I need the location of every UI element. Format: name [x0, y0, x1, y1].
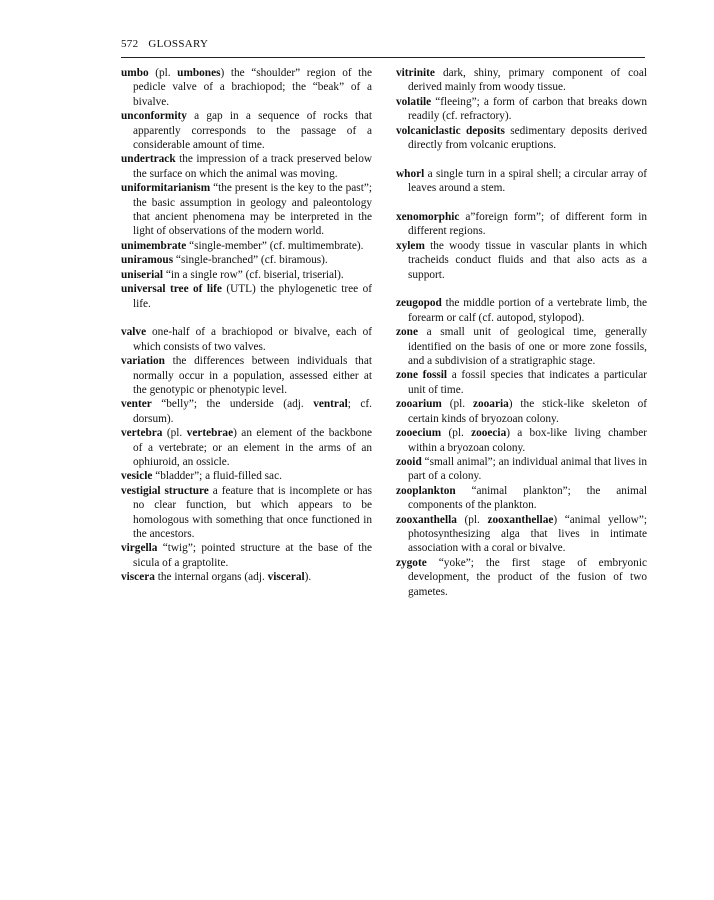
glossary-entry [121, 541, 372, 570]
glossary-term: xylem [396, 239, 425, 252]
glossary-definition-text: a single turn in a spiral shell; a circular array of leaves around a stem. [408, 167, 647, 195]
glossary-definition-text: “twig”; pointed structure at the base of the sicula of a graptolite. [133, 542, 372, 569]
glossary-term: venter [121, 398, 152, 411]
glossary-term: zooxanthella [396, 513, 457, 526]
glossary-definition-text: sedimentary deposits derived directly from volcanic eruptions. [408, 124, 647, 152]
glossary-entry [396, 95, 647, 124]
glossary-definition-text: (pl. [441, 427, 472, 440]
glossary-term-variant: zooecia [471, 427, 507, 440]
glossary-term-variant: zooxanthellae [487, 513, 554, 526]
glossary-entry [121, 66, 372, 109]
glossary-definition-text: “bladder”; a fluid-filled sac. [152, 470, 282, 483]
right-column [396, 66, 647, 599]
glossary-entry [121, 282, 372, 311]
glossary-term: zooid [396, 455, 422, 468]
glossary-term: whorl [396, 167, 425, 180]
glossary-definition-text: (pl. [148, 67, 178, 79]
glossary-term: uniformitarianism [121, 182, 211, 195]
glossary-entry [396, 426, 647, 455]
glossary-definition-text: the impression of a track preserved below the surface on which the animal was moving. [133, 153, 372, 180]
glossary-entry [121, 152, 372, 181]
glossary-entry [121, 570, 372, 584]
glossary-entry [396, 296, 647, 325]
glossary-term: xenomorphic [396, 211, 460, 224]
glossary-entry [396, 397, 647, 426]
glossary-definition-text: “fleeing”; a form of carbon that breaks down readily (cf. refractory). [408, 95, 647, 123]
glossary-entry [121, 181, 372, 239]
glossary-term: zooplankton [396, 484, 456, 497]
glossary-definition-text: “small animal”; an individual animal that lives in part of a colony. [408, 455, 647, 483]
glossary-term: volatile [396, 95, 432, 108]
letter-section-gap [396, 152, 647, 166]
glossary-entry [121, 397, 372, 426]
glossary-term: vertebra [121, 427, 163, 440]
glossary-term-variant: umbones [177, 67, 221, 79]
glossary-entry [121, 484, 372, 542]
glossary-entry [396, 484, 647, 513]
glossary-term: undertrack [121, 153, 176, 166]
glossary-term-variant: vertebrae [186, 427, 234, 440]
glossary-term: zooecium [396, 427, 442, 440]
glossary-entry [396, 124, 647, 153]
glossary-definition-text: “animal plankton”; the animal components of the plankton. [408, 484, 647, 512]
glossary-entry [396, 66, 647, 95]
glossary-term: variation [121, 355, 165, 368]
glossary-term: vitrinite [396, 67, 435, 79]
glossary-term-variant: zooaria [472, 398, 509, 411]
glossary-definition-text: (pl. [441, 398, 473, 411]
glossary-definition-text: a gap in a sequence of rocks that apparently corresponds to the passage of a considerable amount of time. [133, 110, 372, 152]
glossary-definition-text: the middle portion of a vertebrate limb, the forearm or calf (cf. autopod, stylopod). [408, 297, 647, 324]
glossary-entry [121, 426, 372, 469]
glossary-term-variant: visceral [267, 571, 305, 584]
glossary-definition-text: “in a single row” (cf. biserial, triserial). [163, 268, 344, 281]
glossary-definition-text: the woody tissue in vascular plants in which tracheids conduct fluids and that also acts as a support. [408, 239, 647, 281]
glossary-entry [121, 268, 372, 282]
glossary-term: valve [121, 326, 147, 339]
glossary-definition-text: “single-member” (cf. multimembrate). [186, 239, 364, 252]
left-column [121, 66, 372, 585]
glossary-term: zone [396, 326, 418, 339]
page-header [121, 38, 218, 50]
glossary-entry [121, 469, 372, 483]
glossary-definition-text: the differences between individuals that normally occur in a population, assessed either at the genotypic or phenotypic level. [133, 355, 372, 396]
glossary-entry [396, 513, 647, 556]
glossary-term: zone fossil [396, 369, 448, 382]
glossary-entry [121, 354, 372, 397]
glossary-term: virgella [121, 542, 158, 555]
glossary-entry [121, 325, 372, 354]
glossary-term: umbo [121, 67, 149, 79]
glossary-definition-text: a fossil species that indicates a particular unit of time. [408, 369, 647, 396]
glossary-entry [396, 239, 647, 282]
glossary-term: uniserial [121, 268, 164, 281]
glossary-definition-text: (pl. [162, 427, 187, 440]
glossary-entry [396, 167, 647, 196]
glossary-entry [396, 455, 647, 484]
glossary-term: zygote [396, 556, 427, 569]
glossary-entry [121, 253, 372, 267]
glossary-definition-text: “the present is the key to the past”; the basic assumption in geology and paleontology that ancient phenomena may be interpreted in the light of observations of the modern world. [133, 182, 372, 238]
glossary-term: unconformity [121, 110, 187, 123]
glossary-definition-text: ). [304, 571, 312, 584]
glossary-definition-text: ) an element of the backbone of a vertebrate; or an element in the arms of an ophiuroid, an ossicle. [133, 427, 372, 468]
glossary-entry [121, 239, 372, 253]
glossary-definition-text: a feature that is incomplete or has no clear function, but which appears to be homologous with something that once functioned in the ancestors. [133, 484, 372, 540]
glossary-entry [396, 210, 647, 239]
page-number: 572 [121, 38, 139, 50]
glossary-definition-text: “belly”; the underside (adj. [151, 398, 314, 411]
glossary-definition-text: ) the stick-like skeleton of certain kinds of bryozoan colony. [408, 398, 647, 425]
letter-section-gap [121, 311, 372, 325]
glossary-definition-text: (pl. [456, 513, 488, 526]
header-rule [121, 57, 645, 58]
glossary-definition-text: a small unit of geological time, generally identified on the basis of one or more zone fossils, and a subdivision of a stratigraphic stage. [408, 326, 647, 368]
glossary-definition-text: a”foreign form”; of different form in different regions. [408, 211, 647, 238]
glossary-definition-text: ) the “shoulder” region of the pedicle valve of a brachiopod; the “beak” of a bivalve. [133, 67, 372, 108]
glossary-entry [121, 109, 372, 152]
glossary-definition-text: ) “animal yellow”; photosynthesizing alga that lives in intimate association with a coral or bivalve. [408, 513, 647, 555]
glossary-term: vestigial structure [121, 484, 209, 497]
glossary-term: unimembrate [121, 239, 187, 252]
glossary-term: viscera [121, 571, 155, 584]
glossary-term: zeugopod [396, 297, 442, 310]
glossary-term: universal tree of life [121, 283, 222, 296]
glossary-entry [396, 556, 647, 599]
glossary-definition-text: “single-branched” (cf. biramous). [173, 254, 328, 267]
glossary-term: zooarium [396, 398, 442, 411]
glossary-definition-text: one-half of a brachiopod or bivalve, each of which consists of two valves. [133, 326, 372, 353]
glossary-term: vesicle [121, 470, 153, 483]
glossary-entry [396, 325, 647, 368]
glossary-definition-text: “yoke”; the first stage of embryonic development, the product of the fusion of two gametes. [408, 556, 647, 598]
section-title: GLOSSARY [148, 38, 209, 50]
glossary-term: volcaniclastic deposits [396, 124, 505, 137]
glossary-entry [396, 368, 647, 397]
glossary-definition-text: the internal organs (adj. [154, 571, 268, 584]
glossary-term-variant: ventral [313, 398, 348, 411]
glossary-term: uniramous [121, 254, 174, 267]
glossary-definition-text: ; cf. dorsum). [133, 398, 372, 425]
glossary-definition-text: (UTL) the phylogenetic tree of life. [133, 283, 372, 310]
glossary-definition-text: ) a box-like living chamber within a bryozoan colony. [408, 427, 647, 454]
glossary-definition-text: dark, shiny, primary component of coal derived mainly from woody tissue. [408, 67, 647, 94]
letter-section-gap [396, 196, 647, 210]
letter-section-gap [396, 282, 647, 296]
